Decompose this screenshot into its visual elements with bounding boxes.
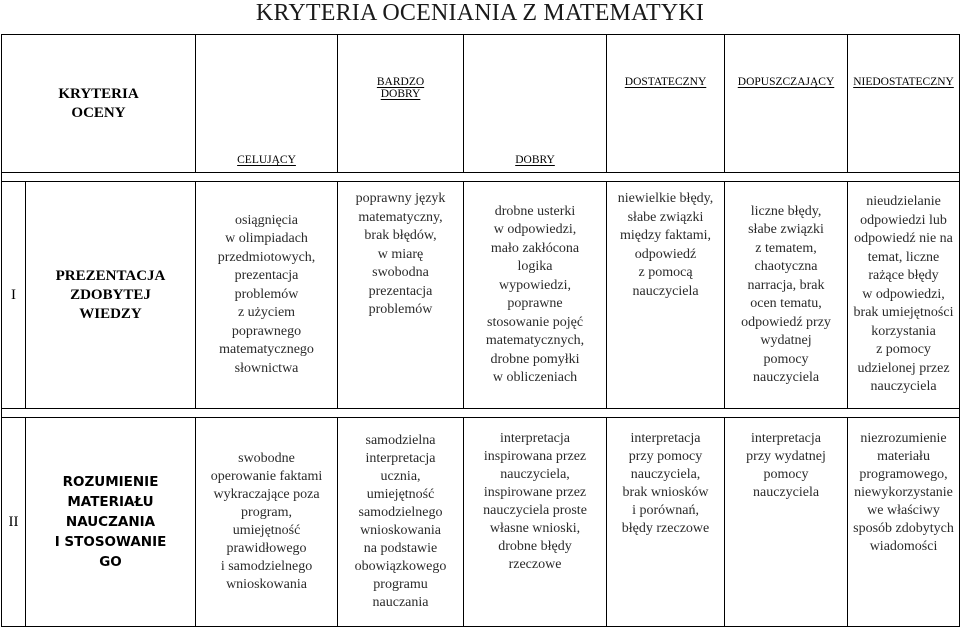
grade-label: DOBRY — [380, 88, 421, 100]
desc-line: nauczyciela — [632, 283, 699, 299]
desc-line: inspirowana przez — [483, 449, 587, 464]
desc-line: w olimpiadach — [225, 231, 308, 247]
desc-line: słabe związki — [748, 222, 824, 237]
desc-cell-celujacy — [196, 418, 338, 627]
grade-header-dostateczny — [607, 35, 725, 173]
desc-cell-dostateczny — [607, 182, 725, 409]
desc-line: brak błędów, — [364, 228, 437, 243]
grade-label: DOPUSZCZAJĄCY — [737, 76, 835, 88]
desc-line: materiału — [877, 449, 930, 464]
desc-line: chaotyczna — [754, 259, 818, 274]
criterion-line: ZDOBYTEJ — [70, 286, 151, 303]
desc-line: w miarę — [377, 246, 424, 262]
desc-line: programowego, — [859, 467, 948, 482]
desc-line: matematyczny, — [358, 209, 443, 225]
row-spacer — [2, 409, 960, 418]
desc-line: matematycznych, — [485, 333, 585, 348]
desc-line: drobne pomyłki — [490, 351, 580, 367]
desc-line: problemów — [234, 286, 299, 302]
desc-line: rzeczowe — [508, 557, 562, 572]
desc-line: przy pomocy — [628, 449, 703, 464]
desc-line: drobne usterki — [494, 203, 576, 219]
desc-line: narracja, brak — [747, 277, 825, 293]
criterion-line: NAUCZANIA — [65, 514, 156, 530]
criterion-row-1 — [2, 182, 960, 409]
criteria-header-line: OCENY — [71, 104, 126, 121]
spacer-cell — [2, 409, 960, 418]
desc-line: samodzielna — [365, 433, 436, 448]
desc-line: wnioskowania — [360, 523, 441, 538]
grade-label: CELUJĄCY — [237, 154, 296, 166]
desc-line: odpowiedź przy — [741, 314, 831, 330]
desc-cell-bardzo-dobry — [338, 182, 464, 409]
desc-line: drobne błędy — [498, 539, 572, 554]
page-title: KRYTERIA OCENIANIA Z MATEMATYKI — [255, 0, 705, 26]
desc-line: interpretacja — [500, 431, 570, 446]
desc-line: nauczyciela, — [500, 467, 570, 482]
desc-line: umiejętność — [232, 523, 301, 538]
desc-line: i porównań, — [632, 503, 699, 518]
desc-cell-dostateczny — [607, 418, 725, 627]
desc-line: brak wniosków — [622, 485, 709, 500]
desc-line: wydatnej — [760, 333, 812, 348]
desc-line: programu — [373, 577, 428, 592]
desc-line: korzystania — [871, 323, 936, 339]
desc-line: nauczyciela — [752, 370, 820, 385]
desc-line: pomocy — [763, 351, 809, 367]
criteria-header-line: KRYTERIA — [58, 85, 139, 102]
desc-line: ocen tematu, — [750, 296, 822, 311]
grade-label: DOBRY — [515, 154, 555, 166]
desc-line: prezentacja — [368, 283, 433, 299]
desc-cell-dobry — [464, 182, 607, 409]
desc-line: poprawne — [507, 296, 563, 311]
criterion-cell — [26, 418, 196, 627]
grade-header-bardzo-dobry — [338, 35, 464, 173]
desc-line: odpowiedzi lub — [860, 212, 947, 228]
desc-line: nauczyciela — [870, 379, 937, 395]
desc-line: między faktami, — [620, 228, 711, 243]
desc-line: odpowiedź — [634, 246, 697, 262]
desc-line: osiągnięcia — [235, 212, 298, 228]
criterion-line: I STOSOWANIE — [54, 534, 167, 550]
desc-line: nauczania — [372, 595, 429, 610]
desc-line: we właściwy — [867, 503, 940, 518]
desc-line: na podstawie — [363, 541, 438, 556]
desc-line: wykraczające poza — [213, 487, 320, 502]
desc-cell-dobry — [464, 418, 607, 627]
desc-line: brak umiejętności — [853, 305, 954, 321]
spacer-cell — [2, 173, 960, 182]
desc-line: program, — [241, 505, 292, 520]
desc-cell-niedostateczny — [848, 182, 960, 409]
desc-cell-celujacy — [196, 182, 338, 409]
desc-line: z użyciem — [237, 305, 296, 321]
desc-line: nieudzielanie — [866, 194, 941, 210]
desc-line: prezentacja — [234, 268, 299, 284]
desc-line: nauczyciela — [752, 485, 820, 500]
desc-line: interpretacja — [751, 431, 821, 446]
desc-line: w obliczeniach — [492, 370, 578, 385]
desc-cell-dopuszczajacy — [725, 418, 848, 627]
criterion-cell — [26, 182, 196, 409]
grade-header-niedostateczny — [848, 35, 960, 173]
criterion-line: PREZENTACJA — [55, 267, 166, 284]
desc-line: obowiązkowego — [354, 559, 447, 574]
grade-header-dopuszczajacy — [725, 35, 848, 173]
desc-line: problemów — [368, 302, 433, 317]
desc-line: wnioskowania — [226, 577, 307, 592]
desc-line: poprawnego — [231, 323, 302, 339]
desc-line: słownictwa — [234, 360, 299, 376]
desc-line: przedmiotowych, — [217, 249, 316, 265]
grade-header-dobry — [464, 35, 607, 173]
header-row — [2, 35, 960, 173]
criteria-header-cell — [2, 35, 196, 173]
desc-line: wypowiedzi, — [499, 277, 571, 293]
criterion-line: WIEDZY — [79, 305, 142, 322]
desc-line: z pomocy — [876, 342, 931, 358]
criteria-table — [1, 34, 960, 627]
desc-line: logika — [517, 259, 553, 274]
row-numeral: II — [2, 418, 26, 627]
desc-line: z pomocą — [638, 265, 693, 280]
desc-line: inspirowane przez — [483, 485, 587, 500]
desc-line: nauczyciela proste — [483, 503, 587, 518]
row-spacer — [2, 173, 960, 182]
desc-line: niewielkie błędy, — [617, 191, 714, 206]
desc-line: w odpowiedzi, — [493, 222, 577, 237]
desc-line: błędy rzeczowe — [621, 521, 710, 536]
desc-line: swobodna — [372, 265, 429, 280]
desc-line: niewykorzystanie — [854, 485, 953, 500]
row-numeral: I — [2, 182, 26, 409]
desc-line: nauczyciela, — [630, 467, 701, 482]
desc-line: udzielonej przez — [857, 360, 950, 376]
desc-line: wiadomości — [869, 539, 938, 554]
desc-line: pomocy — [763, 467, 809, 482]
desc-line: samodzielnego — [358, 505, 443, 520]
desc-line: interpretacja — [365, 451, 436, 466]
desc-line: liczne błędy, — [750, 203, 822, 219]
desc-line: przy wydatnej — [746, 449, 826, 464]
desc-line: w odpowiedzi, — [862, 286, 945, 302]
grade-label: DOSTATECZNY — [624, 76, 707, 88]
desc-line: ucznia, — [380, 469, 421, 484]
desc-line: niezrozumienie — [860, 431, 947, 446]
desc-line: operowanie faktami — [210, 469, 323, 484]
criterion-line: MATERIAŁU — [67, 494, 154, 510]
desc-line: temat, liczne — [867, 249, 940, 265]
desc-line: stosowanie pojęć — [487, 314, 584, 330]
desc-line: prawidłowego — [226, 541, 307, 556]
grade-header-celujacy — [196, 35, 338, 173]
desc-line: umiejętność — [366, 487, 435, 502]
criterion-row-2 — [2, 418, 960, 627]
desc-line: własne wnioski, — [489, 521, 581, 536]
desc-line: rażące błędy — [868, 268, 939, 284]
desc-line: odpowiedź nie na — [854, 231, 953, 247]
desc-cell-niedostateczny — [848, 418, 960, 627]
grade-label: BARDZO — [376, 76, 425, 88]
desc-line: poprawny język — [355, 191, 446, 206]
grade-label: NIEDOSTATECZNY — [853, 76, 954, 88]
criterion-line: GO — [99, 554, 122, 570]
desc-cell-dopuszczajacy — [725, 182, 848, 409]
desc-cell-bardzo-dobry — [338, 418, 464, 627]
desc-line: słabe związki — [627, 209, 704, 225]
desc-line: interpretacja — [630, 431, 701, 446]
desc-line: i samodzielnego — [220, 559, 313, 574]
desc-line: sposób zdobytych — [853, 521, 954, 536]
criterion-line: ROZUMIENIE — [62, 474, 159, 490]
desc-line: swobodne — [238, 451, 295, 466]
desc-line: matematycznego — [219, 342, 314, 358]
desc-line: mało zakłócona — [490, 240, 580, 256]
desc-line: z tematem, — [755, 240, 817, 256]
